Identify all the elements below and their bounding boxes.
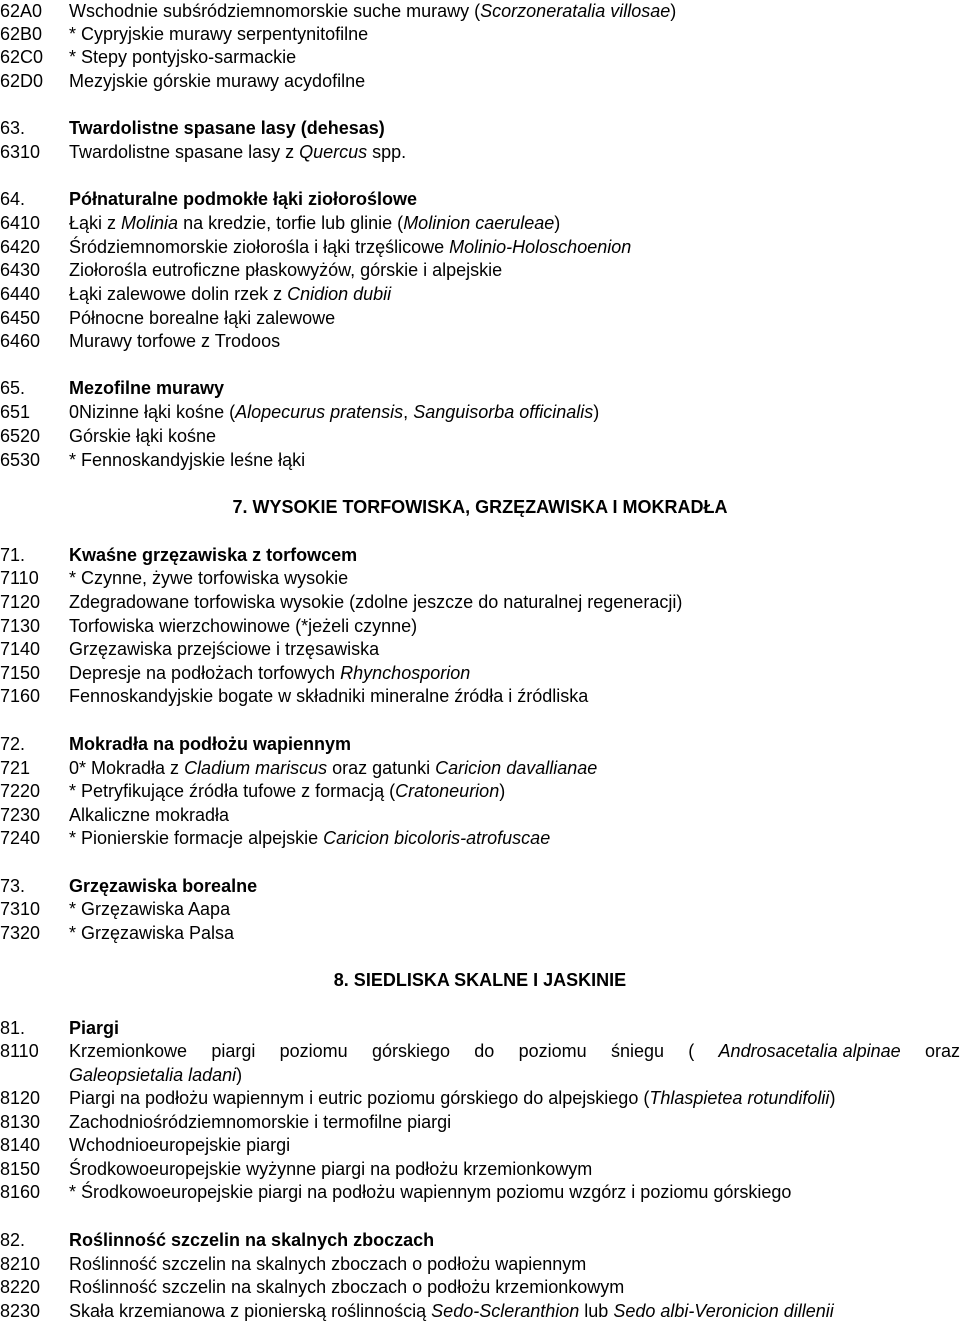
section-title: 7. WYSOKIE TORFOWISKA, GRZĘZAWISKA I MOKRADŁA <box>232 497 728 517</box>
habitat-code: 8160 <box>0 1182 41 1202</box>
text-segment: Ziołorośla eutroficzne płaskowyżów, górskie i alpejskie <box>69 260 503 280</box>
habitat-name <box>69 259 502 282</box>
habitat-row <box>0 449 960 472</box>
habitat-name <box>69 70 365 93</box>
latin-name: Molinion caeruleae <box>403 213 555 233</box>
habitat-name <box>69 330 280 353</box>
habitat-code: 8130 <box>0 1112 41 1132</box>
habitat-row <box>0 1181 960 1204</box>
habitat-group-heading <box>0 875 960 898</box>
habitat-name <box>69 804 229 827</box>
text-segment: ) <box>499 781 506 801</box>
habitat-row <box>0 898 960 921</box>
latin-name: Caricion bicoloris-atrofuscae <box>323 828 551 848</box>
habitat-code: 8110 <box>0 1041 39 1061</box>
habitat-row <box>0 259 960 282</box>
text-segment: * Grzęzawiska Aapa <box>69 899 231 919</box>
text-segment: Górskie łąki kośne <box>69 426 217 446</box>
habitat-code: 6530 <box>0 450 41 470</box>
text-segment: * Środkowoeuropejskie piargi na podłożu wapiennym poziomu wzgórz i poziomu górskiego <box>69 1182 792 1202</box>
habitat-row <box>0 425 960 448</box>
habitat-name <box>69 685 588 708</box>
latin-name: Cladium mariscus <box>184 758 328 778</box>
text-segment: oraz <box>924 1041 960 1061</box>
habitat-code: 8230 <box>0 1301 41 1321</box>
text-segment: ( <box>688 1041 695 1061</box>
text-segment: Skała krzemianowa z pionierską roślinnością <box>69 1301 432 1321</box>
habitat-code: 62B0 <box>0 24 43 44</box>
habitat-row <box>0 804 960 827</box>
habitat-row <box>0 662 960 685</box>
habitat-code: 64. <box>0 189 26 209</box>
habitat-name <box>69 922 234 945</box>
text-segment: Twardolistne spasane lasy (dehesas) <box>69 118 385 138</box>
habitat-name <box>69 425 216 448</box>
text-segment: ) <box>593 402 600 422</box>
habitat-code: 8220 <box>0 1277 41 1297</box>
habitat-row <box>0 757 960 780</box>
habitat-name <box>69 1158 592 1181</box>
text-segment: * Grzęzawiska Palsa <box>69 923 235 943</box>
habitat-code: 6520 <box>0 426 41 446</box>
text-segment: * Stepy pontyjsko-sarmackie <box>69 47 297 67</box>
text-segment: * Petryfikujące źródła tufowe z formacją ( <box>69 781 396 801</box>
habitat-row <box>0 1300 960 1323</box>
text-segment: Murawy torfowe z Trodoos <box>69 331 281 351</box>
text-segment: śniegu <box>610 1041 664 1061</box>
habitat-code: 81. <box>0 1018 26 1038</box>
habitat-code: 82. <box>0 1230 26 1250</box>
habitat-code: 62C0 <box>0 47 44 67</box>
habitat-name <box>69 662 470 685</box>
text-segment: Roślinność szczelin na skalnych zboczach o podłożu wapiennym <box>69 1254 587 1274</box>
habitat-row <box>0 141 960 164</box>
group-title <box>69 875 257 898</box>
habitat-code: 7320 <box>0 923 41 943</box>
habitat-name <box>69 1253 586 1276</box>
text-segment: Mokradła na podłożu wapiennym <box>69 734 352 754</box>
text-segment: Kwaśne grzęzawiska z torfowcem <box>69 545 358 565</box>
text-segment: Alkaliczne mokradła <box>69 805 230 825</box>
text-segment: lub <box>579 1301 614 1321</box>
latin-name: Molinio-Holoschoenion <box>449 237 632 257</box>
latin-name: Sedo albi-Veronicion dillenii <box>613 1301 834 1321</box>
habitat-code: 7150 <box>0 663 41 683</box>
habitat-row <box>0 1253 960 1276</box>
habitat-name <box>69 212 560 235</box>
habitat-group-heading <box>0 1229 960 1252</box>
text-segment: Roślinność szczelin na skalnych zboczach <box>69 1230 435 1250</box>
habitat-group-heading <box>0 1017 960 1040</box>
habitat-code: 721 <box>0 758 31 778</box>
habitat-name <box>69 449 305 472</box>
text-segment: Zdegradowane torfowiska wysokie (zdolne jeszcze do naturalnej regeneracji) <box>69 592 683 612</box>
text-segment: 0Nizinne łąki kośne ( <box>69 402 236 422</box>
habitat-row <box>0 70 960 93</box>
habitat-name <box>69 1181 791 1204</box>
habitat-code: 7130 <box>0 616 41 636</box>
habitat-code: 62A0 <box>0 1 43 21</box>
text-segment: Twardolistne spasane lasy z <box>69 142 300 162</box>
group-title <box>69 733 351 756</box>
habitat-code: 62D0 <box>0 71 44 91</box>
latin-name: Cratoneurion <box>395 781 500 801</box>
habitat-name <box>69 591 682 614</box>
habitat-name <box>69 898 230 921</box>
text-segment: Piargi na podłożu wapiennym i eutric poziomu górskiego do alpejskiego ( <box>69 1088 650 1108</box>
text-segment: Piargi <box>69 1018 120 1038</box>
habitat-row <box>0 685 960 708</box>
habitat-code: 6460 <box>0 331 41 351</box>
habitat-code: 8140 <box>0 1135 41 1155</box>
section-title: 8. SIEDLISKA SKALNE I JASKINIE <box>333 970 627 990</box>
text-segment: Depresje na podłożach torfowych <box>69 663 341 683</box>
text-segment: * Fennoskandyjskie leśne łąki <box>69 450 306 470</box>
habitat-row <box>0 307 960 330</box>
habitat-name <box>69 1276 624 1299</box>
habitat-group-heading <box>0 544 960 567</box>
habitat-code: 8120 <box>0 1088 41 1108</box>
habitat-group-heading <box>0 188 960 211</box>
group-title <box>69 1229 434 1252</box>
latin-name: Molinia <box>121 213 179 233</box>
habitat-name <box>69 827 550 850</box>
text-segment: Łąki zalewowe dolin rzek z <box>69 284 288 304</box>
text-segment: górskiego <box>371 1041 451 1061</box>
habitat-code: 71. <box>0 545 26 565</box>
habitat-code: 6410 <box>0 213 41 233</box>
text-segment: ) <box>670 1 677 21</box>
group-title <box>69 377 224 400</box>
habitat-code: 6440 <box>0 284 41 304</box>
group-title <box>69 117 385 140</box>
habitat-name <box>69 757 597 780</box>
habitat-name <box>69 638 379 661</box>
habitat-code: 7110 <box>0 568 39 588</box>
text-segment: Wchodnioeuropejskie piargi <box>69 1135 291 1155</box>
habitat-row <box>0 1040 960 1063</box>
latin-name: Rhynchosporion <box>340 663 471 683</box>
habitat-row <box>0 638 960 661</box>
habitat-code: 7230 <box>0 805 41 825</box>
text-segment: Środkowoeuropejskie wyżynne piargi na podłożu krzemionkowym <box>69 1159 593 1179</box>
habitat-code: 7220 <box>0 781 41 801</box>
latin-name: Caricion davallianae <box>435 758 598 778</box>
text-segment: Zachodniośródziemnomorskie i termofilne piargi <box>69 1112 452 1132</box>
text-segment: Roślinność szczelin na skalnych zboczach o podłożu krzemionkowym <box>69 1277 625 1297</box>
group-title <box>69 188 417 211</box>
text-segment: poziomu <box>518 1041 587 1061</box>
habitat-group-heading <box>0 377 960 400</box>
latin-name: Quercus <box>299 142 368 162</box>
habitat-row <box>0 283 960 306</box>
latin-name: Cnidion dubii <box>287 284 392 304</box>
habitat-code: 8150 <box>0 1159 41 1179</box>
text-segment: Północne borealne łąki zalewowe <box>69 308 336 328</box>
habitat-row <box>0 827 960 850</box>
habitat-name <box>69 0 676 23</box>
text-segment: Grzęzawiska borealne <box>69 876 258 896</box>
habitat-code: 6310 <box>0 142 41 162</box>
habitat-row <box>0 1158 960 1181</box>
text-segment: Krzemionkowe <box>69 1041 188 1061</box>
habitat-name <box>69 1134 290 1157</box>
text-segment: ) <box>236 1065 243 1085</box>
text-segment: Fennoskandyjskie bogate w składniki mineralne źródła i źródliska <box>69 686 589 706</box>
text-segment: Torfowiska wierzchowinowe (*jeżeli czynne) <box>69 616 418 636</box>
text-segment: oraz gatunki <box>327 758 436 778</box>
habitat-group-heading <box>0 733 960 756</box>
habitat-code: 7310 <box>0 899 41 919</box>
text-segment: do <box>474 1041 495 1061</box>
habitat-row <box>0 591 960 614</box>
habitat-code: 6450 <box>0 308 41 328</box>
habitat-row <box>0 330 960 353</box>
text-segment: ) <box>829 1088 836 1108</box>
habitat-code: 6420 <box>0 237 41 257</box>
text-segment: poziomu <box>279 1041 348 1061</box>
habitat-row <box>0 922 960 945</box>
habitat-code: 7240 <box>0 828 41 848</box>
habitat-code: 72. <box>0 734 26 754</box>
habitat-code: 7140 <box>0 639 41 659</box>
habitat-code: 65. <box>0 378 26 398</box>
habitat-name <box>69 1087 835 1110</box>
latin-name: Sedo-Scleranthion <box>431 1301 580 1321</box>
latin-name: Galeopsietalia ladani <box>69 1065 237 1085</box>
habitat-name <box>69 1040 960 1063</box>
habitat-row <box>0 1276 960 1299</box>
habitat-name <box>69 780 505 803</box>
text-segment: Półnaturalne podmokłe łąki ziołoroślowe <box>69 189 418 209</box>
text-segment: piargi <box>211 1041 256 1061</box>
habitat-code: 6430 <box>0 260 41 280</box>
habitat-row <box>0 212 960 235</box>
text-segment: Łąki z <box>69 213 122 233</box>
habitat-code: 651 <box>0 402 31 422</box>
habitat-name <box>69 615 417 638</box>
habitat-name <box>69 1111 451 1134</box>
text-segment: ) <box>554 213 561 233</box>
text-segment: Mezyjskie górskie murawy acydofilne <box>69 71 366 91</box>
text-segment: * Pionierskie formacje alpejskie <box>69 828 324 848</box>
group-title <box>69 544 357 567</box>
habitat-row <box>0 1087 960 1110</box>
habitat-name <box>69 46 296 69</box>
text-segment: Mezofilne murawy <box>69 378 225 398</box>
latin-name: Thlaspietea rotundifolii <box>649 1088 830 1108</box>
habitat-row <box>0 0 960 23</box>
habitat-name-continuation <box>69 1064 242 1087</box>
habitat-code: 73. <box>0 876 26 896</box>
text-segment: na kredzie, torfie lub glinie ( <box>178 213 404 233</box>
habitat-row <box>0 1111 960 1134</box>
habitat-name <box>69 401 599 424</box>
habitat-row <box>0 236 960 259</box>
habitat-name <box>69 236 631 259</box>
text-segment: Grzęzawiska przejściowe i trzęsawiska <box>69 639 380 659</box>
text-segment: Śródziemnomorskie ziołorośla i łąki trzęślicowe <box>69 237 450 257</box>
latin-name: Scorzoneratalia villosae <box>480 1 671 21</box>
habitat-row <box>0 567 960 590</box>
habitat-name <box>69 141 406 164</box>
habitat-name <box>69 567 348 590</box>
text-segment: * Czynne, żywe torfowiska wysokie <box>69 568 349 588</box>
text-segment: 0* Mokradła z <box>69 758 185 778</box>
habitat-name <box>69 307 335 330</box>
habitat-row <box>0 1134 960 1157</box>
habitat-code: 8210 <box>0 1254 41 1274</box>
habitat-code: 63. <box>0 118 26 138</box>
habitat-name <box>69 283 391 306</box>
text-segment: Wschodnie subśródziemnomorskie suche murawy ( <box>69 1 481 21</box>
habitat-row <box>0 615 960 638</box>
text-segment: * Cypryjskie murawy serpentynitofilne <box>69 24 369 44</box>
habitat-row <box>0 46 960 69</box>
latin-name: Sanguisorba officinalis <box>413 402 594 422</box>
habitat-name <box>69 23 368 46</box>
habitat-row <box>0 23 960 46</box>
latin-name: Alopecurus pratensis <box>235 402 404 422</box>
text-segment: , <box>403 402 414 422</box>
group-title <box>69 1017 119 1040</box>
habitat-name <box>69 1300 834 1323</box>
habitat-code: 7160 <box>0 686 41 706</box>
habitat-group-heading <box>0 117 960 140</box>
habitat-code: 7120 <box>0 592 41 612</box>
text-segment: spp. <box>367 142 407 162</box>
latin-name: Androsacetalia alpinae <box>718 1041 901 1061</box>
habitat-row <box>0 780 960 803</box>
habitat-row <box>0 401 960 424</box>
